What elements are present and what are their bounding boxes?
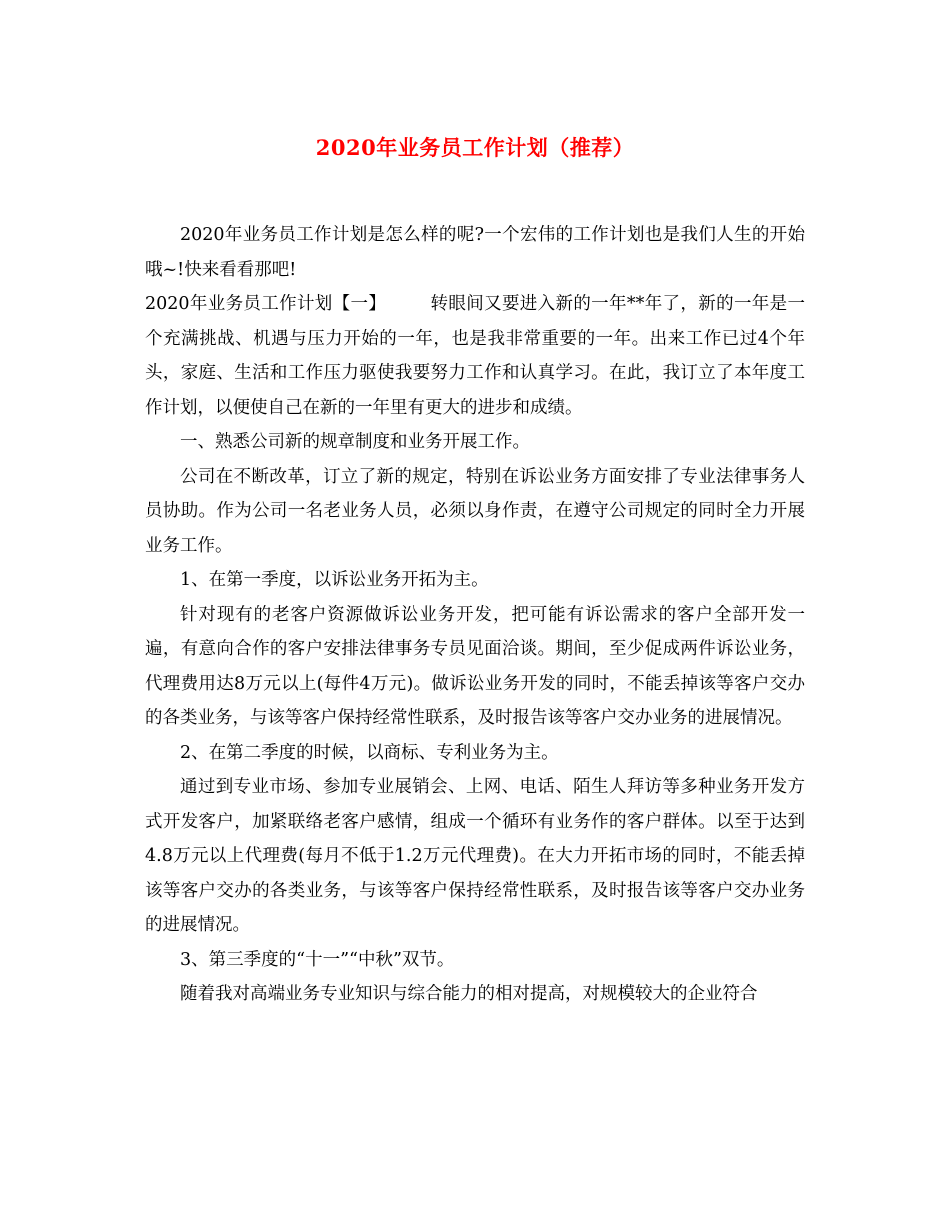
document-title: 2020年业务员工作计划（推荐）: [315, 135, 635, 160]
subsection-heading-q3: 3、第三季度的“十一”“中秋”双节。: [180, 949, 455, 970]
subsection-heading-q1: 1、在第一季度，以诉讼业务开拓为主。: [180, 570, 489, 590]
document-body: [145, 218, 805, 1012]
section-heading-1: 一、熟悉公司新的规章制度和业务开展工作。: [180, 432, 530, 452]
body-paragraph: 通过到专业市场、参加专业展销会、上网、电话、陌生人拜访等多种业务开发方式开发客户，加紧联络老客户感情，组成一个循环有业务作的客户群体。以至于达到4.8万元以上代理费(每月不低于1.2万元代理费)。在大力开拓市场的同时，不能丢掉该等客户交办的各类业务，与该等客户保持经常性联系，及时报告该等客户交办业务的进展情况。: [145, 777, 805, 935]
body-paragraph: 针对现有的老客户资源做诉讼业务开发，把可能有诉讼需求的客户全部开发一遍，有意向合作的客户安排法律事务专员见面洽谈。期间，至少促成两件诉讼业务，代理费用达8万元以上(每件4万元)。做诉讼业务开发的同时，不能丢掉该等客户交办的各类业务，与该等客户保持经常性联系，及时报告该等客户交办业务的进展情况。: [145, 604, 805, 728]
body-paragraph: 公司在不断改革，订立了新的规定，特别在诉讼业务方面安排了专业法律事务人员协助。作为公司一名老业务人员，必须以身作责，在遵守公司规定的同时全力开展业务工作。: [145, 466, 805, 556]
plan-first-paragraph: [145, 287, 805, 425]
plan-heading: 2020年业务员工作计划【一】: [145, 294, 387, 314]
plan-opening-text: 转眼间又要进入新的一年**年了，新的一年是一个充满挑战、机遇与压力开始的一年，也是我非常重要的一年。出来工作已过4个年头，家庭、生活和工作压力驱使我要努力工作和认真学习。在此，我订立了本年度工作计划，以便使自己在新的一年里有更大的进步和成绩。: [145, 294, 805, 418]
body-paragraph: 随着我对高端业务专业知识与综合能力的相对提高，对规模较大的企业符合: [180, 984, 758, 1004]
subsection-heading-q2: 2、在第二季度的时候，以商标、专利业务为主。: [180, 742, 559, 763]
intro-paragraph: 2020年业务员工作计划是怎么样的呢?一个宏伟的工作计划也是我们人生的开始哦~!快来看看那吧!: [145, 225, 805, 280]
